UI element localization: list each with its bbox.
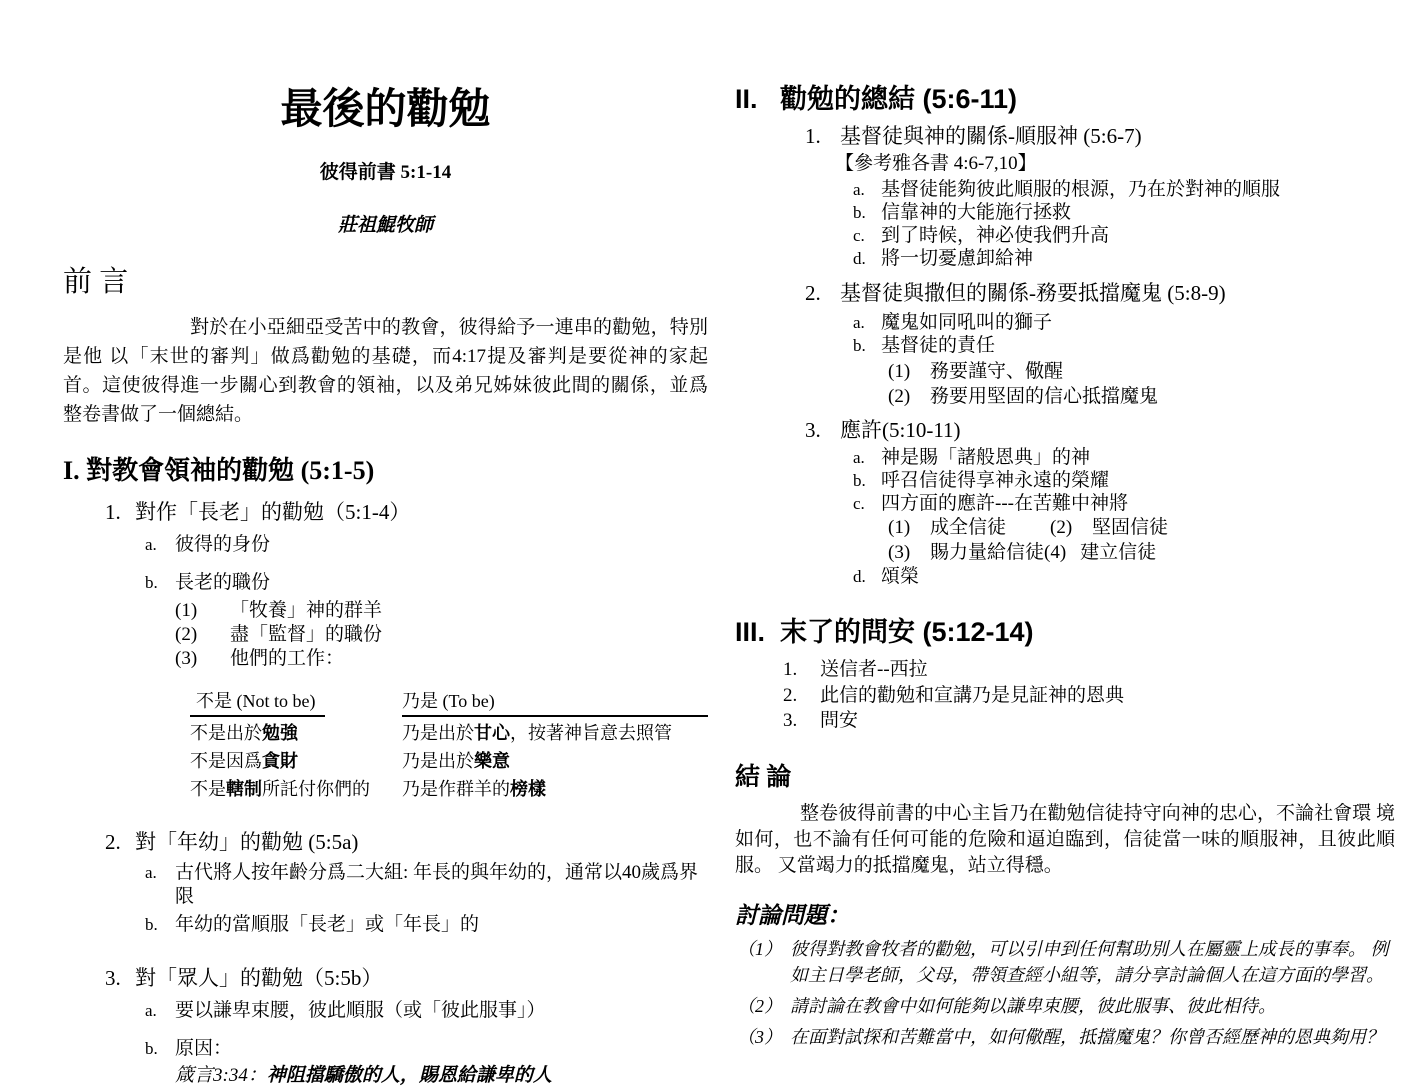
item-marker: b. xyxy=(853,203,866,222)
item-text: 古代將人按年齡分爲二大組: 年長的與年幼的，通常以40歲爲界限 xyxy=(175,862,699,907)
outline-item-2 xyxy=(105,829,708,855)
outline-item-2a xyxy=(145,861,708,909)
item-marker: b. xyxy=(145,573,158,592)
item-text: 賜力量給信徒 xyxy=(930,542,1045,563)
item-text: 神是賜「諸般恩典」的神 xyxy=(881,447,1091,468)
item-text: 建立信徒 xyxy=(1080,542,1157,563)
section1-heading: I. 對教會領袖的勸勉 (5:1-5) xyxy=(63,456,375,485)
item-label: 應許(5:10-11) xyxy=(840,418,961,442)
table-cell-left: 不是因爲貪財 xyxy=(190,751,298,771)
outline-item-III2 xyxy=(783,683,1395,708)
item-marker: (2) xyxy=(175,624,198,645)
item-marker: (2) xyxy=(1050,517,1073,538)
item-marker: a. xyxy=(145,863,157,882)
outline-item-II2 xyxy=(805,280,1395,307)
item-marker: d. xyxy=(853,567,866,586)
not-to-be-table xyxy=(190,687,708,803)
outline-item-II2a xyxy=(853,311,1395,334)
item-marker: c. xyxy=(853,226,865,245)
section-title: 勸勉的總結 (5:6-11) xyxy=(780,84,1018,114)
item-marker: a. xyxy=(145,1001,157,1020)
item-text: 「牧養」神的群羊 xyxy=(230,600,383,621)
item-marker: (4) xyxy=(1044,542,1067,563)
quote-text: 神阻擋驕傲的人，賜恩給謙卑的人 xyxy=(266,1065,552,1086)
table-cell-left: 不是轄制所託付你們的 xyxy=(190,779,370,799)
item-text: 問安 xyxy=(820,710,859,731)
item-text: 務要謹守、儆醒 xyxy=(930,361,1064,382)
table-cell-right: 乃是作群羊的榜樣 xyxy=(402,779,546,799)
item-marker: (1) xyxy=(175,600,198,621)
outline-item-II2b2 xyxy=(888,384,1395,409)
conclusion-paragraph: 整卷彼得前書的中心主旨乃在勸勉信徒持守向神的忠心，不論社會環 境如何，也不論有任何可能的危險和逼迫臨到，信徒當一味的順服神，且彼此順服。 又當竭力的抵擋魔鬼，站立得穩。 xyxy=(735,803,1395,876)
page-title: 最後的勸勉 xyxy=(280,87,491,133)
outline-item-1b1 xyxy=(175,599,708,623)
intro-paragraph: 對於在小亞細亞受苦中的教會，彼得給予一連串的勸勉，特別是他 以「末世的審判」做爲勸勉的基礎，而4:17提及審判是要從神的家起首。這使彼得進一步關心到教會的領袖，以及弟兄姊妹彼此間的關係，並爲整卷書做了一個總結。 xyxy=(63,317,708,425)
outline-item-2b xyxy=(145,913,708,937)
item-text: 基督徒的責任 xyxy=(881,335,996,356)
section-numeral: III. xyxy=(735,617,766,647)
outline-item-II3d xyxy=(853,565,1395,588)
intro-heading: 前 言 xyxy=(63,266,129,298)
outline-item-3b xyxy=(145,1037,708,1061)
outline-item-II3b xyxy=(853,469,1395,492)
item-text: 呼召信徒得享神永遠的榮耀 xyxy=(881,470,1110,491)
outline-item-1b3 xyxy=(175,647,708,671)
left-column xyxy=(63,0,708,1088)
cross-reference: 【參考雅各書 4:6-7,10】 xyxy=(835,153,1037,174)
item-number: 1. xyxy=(783,659,798,680)
item-text: 彼得的身份 xyxy=(175,534,271,555)
item-text: 頌榮 xyxy=(881,566,920,587)
section-title: 末了的問安 (5:12-14) xyxy=(780,617,1034,647)
item-text: 信靠神的大能施行拯救 xyxy=(881,202,1072,223)
item-marker: (3) xyxy=(888,542,911,563)
outline-item-II3a xyxy=(853,446,1395,469)
item-marker: b. xyxy=(145,1039,158,1058)
conclusion-heading: 結 論 xyxy=(735,764,792,791)
item-text: 原因： xyxy=(175,1038,233,1059)
question-text: 在面對試探和苦難當中，如何儆醒，抵擋魔鬼？你曾否經歷神的恩典夠用？ xyxy=(790,1027,1384,1047)
outline-item-1 xyxy=(105,499,708,525)
question-number: （3） xyxy=(737,1027,782,1047)
section3-heading xyxy=(735,616,1395,648)
item-label: 對作「長老」的勸勉（5:1-4） xyxy=(135,500,411,524)
item-marker: (1) xyxy=(888,517,911,538)
table-row xyxy=(190,719,708,747)
item-number: 2. xyxy=(783,685,798,706)
item-number: 2. xyxy=(105,830,121,854)
item-text: 他們的工作： xyxy=(230,648,345,669)
item-marker: (1) xyxy=(888,361,911,382)
item-label: 基督徒與撒但的關係-務要抵擋魔鬼 (5:8-9) xyxy=(840,281,1226,305)
discussion-question-2 xyxy=(735,993,1395,1019)
outline-item-III1 xyxy=(783,656,1395,683)
outline-item-II1 xyxy=(805,123,1395,150)
question-text: 請討論在教會中如何能夠以謙卑束腰，彼此服事、彼此相待。 xyxy=(790,996,1276,1016)
promise-row-1 xyxy=(888,515,1395,540)
outline-item-II2b1 xyxy=(888,359,1395,384)
outline-item-II1a xyxy=(853,178,1395,201)
item-text: 送信者--西拉 xyxy=(820,659,928,680)
item-text: 將一切憂慮卸給神 xyxy=(881,248,1034,269)
outline-item-1b xyxy=(145,571,708,595)
item-marker: (2) xyxy=(888,386,911,407)
item-marker: a. xyxy=(853,448,865,467)
item-text: 堅固信徒 xyxy=(1092,517,1169,538)
outline-item-1a xyxy=(145,533,708,557)
item-text: 魔鬼如同吼叫的獅子 xyxy=(881,312,1053,333)
item-number: 3. xyxy=(105,966,121,990)
table-cell-right: 乃是出於樂意 xyxy=(402,751,510,771)
item-marker: d. xyxy=(853,249,866,268)
scripture-reference: 彼得前書 5:1-14 xyxy=(319,162,452,183)
item-text: 務要用堅固的信心抵擋魔鬼 xyxy=(930,386,1159,407)
quote-reference: 箴言3:34： xyxy=(175,1065,267,1086)
outline-item-III3 xyxy=(783,708,1395,733)
item-marker: b. xyxy=(145,915,158,934)
item-label: 基督徒與神的關係-順服神 (5:6-7) xyxy=(840,124,1142,148)
discussion-heading: 討論問題： xyxy=(735,903,850,928)
item-text: 年幼的當順服「長老」或「年長」的 xyxy=(175,914,480,935)
item-number: 2. xyxy=(805,281,821,305)
table-row xyxy=(190,775,708,803)
item-number: 3. xyxy=(783,710,798,731)
item-label: 對「年幼」的勸勉 (5:5a) xyxy=(135,830,359,854)
outline-item-II1b xyxy=(853,201,1395,224)
item-text: 到了時候，神必使我們升高 xyxy=(881,225,1110,246)
item-text: 此信的勸勉和宣講乃是見証神的恩典 xyxy=(820,685,1125,706)
table-header-left: 不是 (Not to be) xyxy=(190,687,402,717)
table-header-row xyxy=(190,687,708,717)
right-column xyxy=(735,0,1395,1050)
item-text: 盡「監督」的職份 xyxy=(230,624,383,645)
scripture-quote xyxy=(175,1063,708,1088)
outline-item-II1d xyxy=(853,247,1395,270)
outline-item-1b2 xyxy=(175,623,708,647)
item-text: 基督徒能夠彼此順服的根源，乃在於對神的順服 xyxy=(881,179,1281,200)
item-label: 對「眾人」的勸勉（5:5b） xyxy=(135,966,383,990)
item-text: 成全信徒 xyxy=(930,517,1007,538)
outline-item-II1c xyxy=(853,224,1395,247)
outline-item-II2b xyxy=(853,334,1395,357)
question-number: （2） xyxy=(737,996,782,1016)
outline-item-II3 xyxy=(805,417,1395,444)
outline-item-3a xyxy=(145,999,708,1023)
section-numeral: II. xyxy=(735,84,758,114)
item-marker: b. xyxy=(853,336,866,355)
outline-item-3 xyxy=(105,965,708,991)
item-text: 四方面的應許---在苦難中神將 xyxy=(881,493,1128,514)
item-text: 長老的職份 xyxy=(175,572,271,593)
item-number: 3. xyxy=(805,418,821,442)
table-cell-right: 乃是出於甘心，按著神旨意去照管 xyxy=(402,723,672,743)
table-cell-left: 不是出於勉強 xyxy=(190,723,298,743)
item-marker: a. xyxy=(853,313,865,332)
table-header-right: 乃是 (To be) xyxy=(402,687,708,717)
promise-row-2 xyxy=(888,540,1395,565)
table-row xyxy=(190,747,708,775)
item-text: 要以謙卑束腰，彼此順服（或「彼此服事」） xyxy=(175,1000,546,1021)
discussion-question-1 xyxy=(735,936,1395,988)
item-marker: a. xyxy=(853,180,865,199)
discussion-question-3 xyxy=(735,1024,1395,1050)
question-number: （1） xyxy=(737,939,782,959)
item-marker: b. xyxy=(853,471,866,490)
section2-heading xyxy=(735,83,1395,115)
item-number: 1. xyxy=(805,124,821,148)
item-marker: (3) xyxy=(175,648,198,669)
item-marker: a. xyxy=(145,535,157,554)
item-marker: c. xyxy=(853,494,865,513)
item-number: 1. xyxy=(105,500,121,524)
author-name: 莊祖鯤牧師 xyxy=(337,215,433,236)
question-text: 彼得對教會牧者的勸勉，可以引申到任何幫助別人在屬靈上成長的事奉。 例如主日學老師，父母，帶領查經小組等，請分享討論個人在這方面的學習。 xyxy=(790,939,1389,985)
outline-item-II3c xyxy=(853,492,1395,515)
